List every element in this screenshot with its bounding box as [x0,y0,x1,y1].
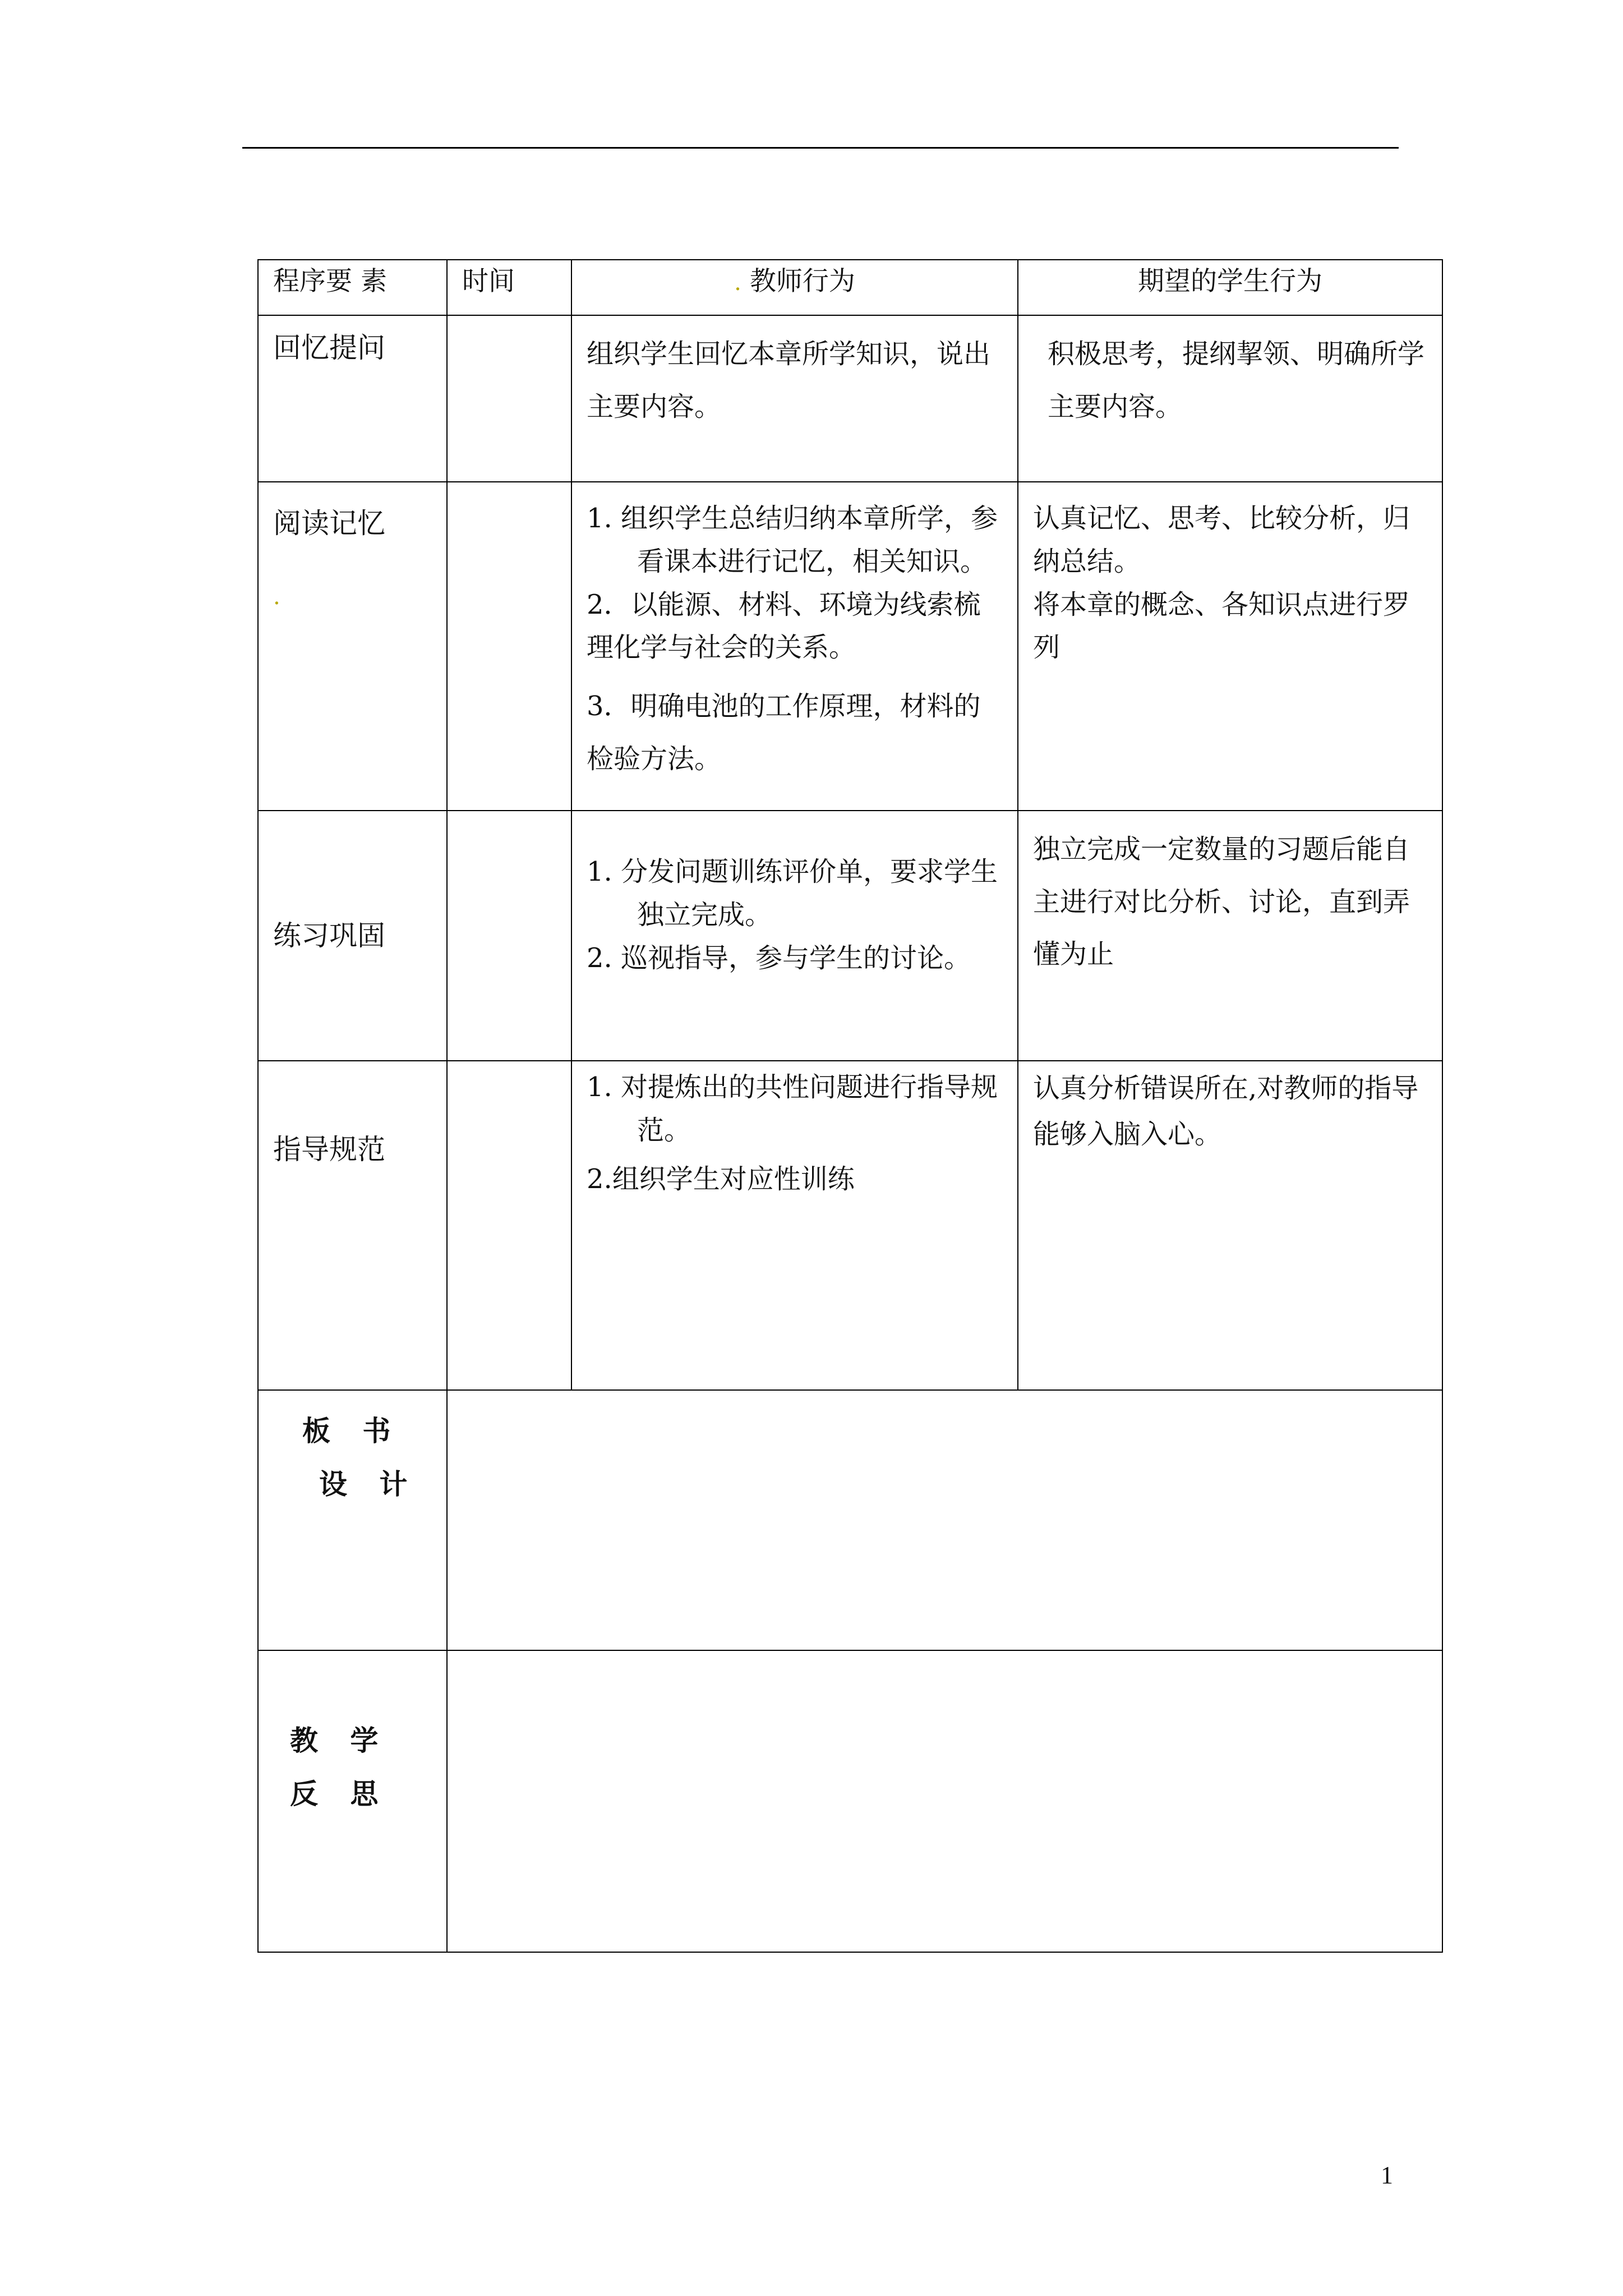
board-label-line-2: 设 计 [319,1467,419,1501]
table-row [258,315,1442,482]
stray-dot-mark: . [273,584,280,610]
row-teacher-cell [571,482,1018,811]
reflection-label-line-1: 教 学 [290,1724,390,1757]
list-item: 2. 巡视指导，参与学生的讨论。 [587,942,971,974]
list-item: 2．以能源、材料、环境为线索梳理化学与社会的关系。 [587,588,981,664]
row-element-label: 回忆提问 [273,332,385,364]
reflection-label-cell [258,1650,447,1952]
table-row [258,1061,1442,1390]
header-time: 时间 [447,260,571,315]
row-student-text [1018,482,1442,669]
row-element-cell [258,315,447,482]
row-time-cell [447,315,571,482]
stray-dot-mark: . [734,270,741,296]
row-teacher-cell [571,1061,1018,1390]
teacher-item-list [572,811,1017,979]
row-time-cell [447,482,571,811]
board-design-label [259,1391,446,1511]
board-design-row [258,1390,1442,1650]
row-teacher-cell [571,315,1018,482]
row-student-text: 积极思考，提纲挈领、明确所学主要内容。 [1048,338,1425,422]
row-element-label: 指导规范 [273,1133,385,1166]
row-teacher-text: 组织学生回忆本章所学知识，说出主要内容。 [587,338,991,422]
row-element-cell [258,811,447,1061]
page-number: 1 [1381,2161,1393,2189]
row-student-cell [1018,315,1442,482]
teacher-item-list [572,1061,1017,1200]
list-item: 1. 对提炼出的共性问题进行指导规范。 [587,1071,998,1146]
list-item: 1. 组织学生总结归纳本章所学，参看课本进行记忆，相关知识。 [587,503,998,577]
table-row [258,811,1442,1061]
row-student-cell [1018,482,1442,811]
lesson-plan-table [257,259,1443,1953]
row-student-text: 独立完成一定数量的习题后能自主进行对比分析、讨论，直到弄懂为止 [1033,834,1410,970]
header-element: 程序要 素 [258,260,447,315]
board-design-label-cell [258,1390,447,1650]
row-student-cell [1018,1061,1442,1390]
header-teacher: . 教师行为 [571,260,1018,315]
row-element-cell [258,1061,447,1390]
student-line-1: 认真记忆、思考、比较分析，归纳总结。 [1033,503,1410,577]
row-element-label: 练习巩固 [273,919,385,952]
list-item: 1. 分发问题训练评价单，要求学生独立完成。 [587,856,998,931]
reflection-label [259,1651,446,1820]
reflection-content[interactable] [447,1650,1442,1952]
row-student-text: 认真分析错误所在,对教师的指导能够入脑入心。 [1033,1073,1419,1150]
row-time-cell [447,1061,571,1390]
row-teacher-cell [571,811,1018,1061]
board-label-line-1: 板 书 [302,1414,402,1447]
row-time-cell [447,811,571,1061]
list-item: 3．明确电池的工作原理，材料的检验方法。 [587,691,981,775]
student-line-2: 将本章的概念、各知识点进行罗列 [1033,588,1410,664]
teacher-item-list [572,482,1017,785]
table-row [258,482,1442,811]
row-element-cell [258,482,447,811]
board-design-content[interactable] [447,1390,1442,1650]
row-student-cell [1018,811,1442,1061]
header-rule [242,147,1399,149]
list-item: 2.组织学生对应性训练 [587,1163,855,1195]
reflection-label-line-2: 反 思 [290,1777,390,1810]
reflection-row [258,1650,1442,1952]
table-header-row [258,260,1442,315]
header-student: 期望的学生行为 [1018,260,1442,315]
row-element-label: 阅读记忆 [273,507,385,540]
